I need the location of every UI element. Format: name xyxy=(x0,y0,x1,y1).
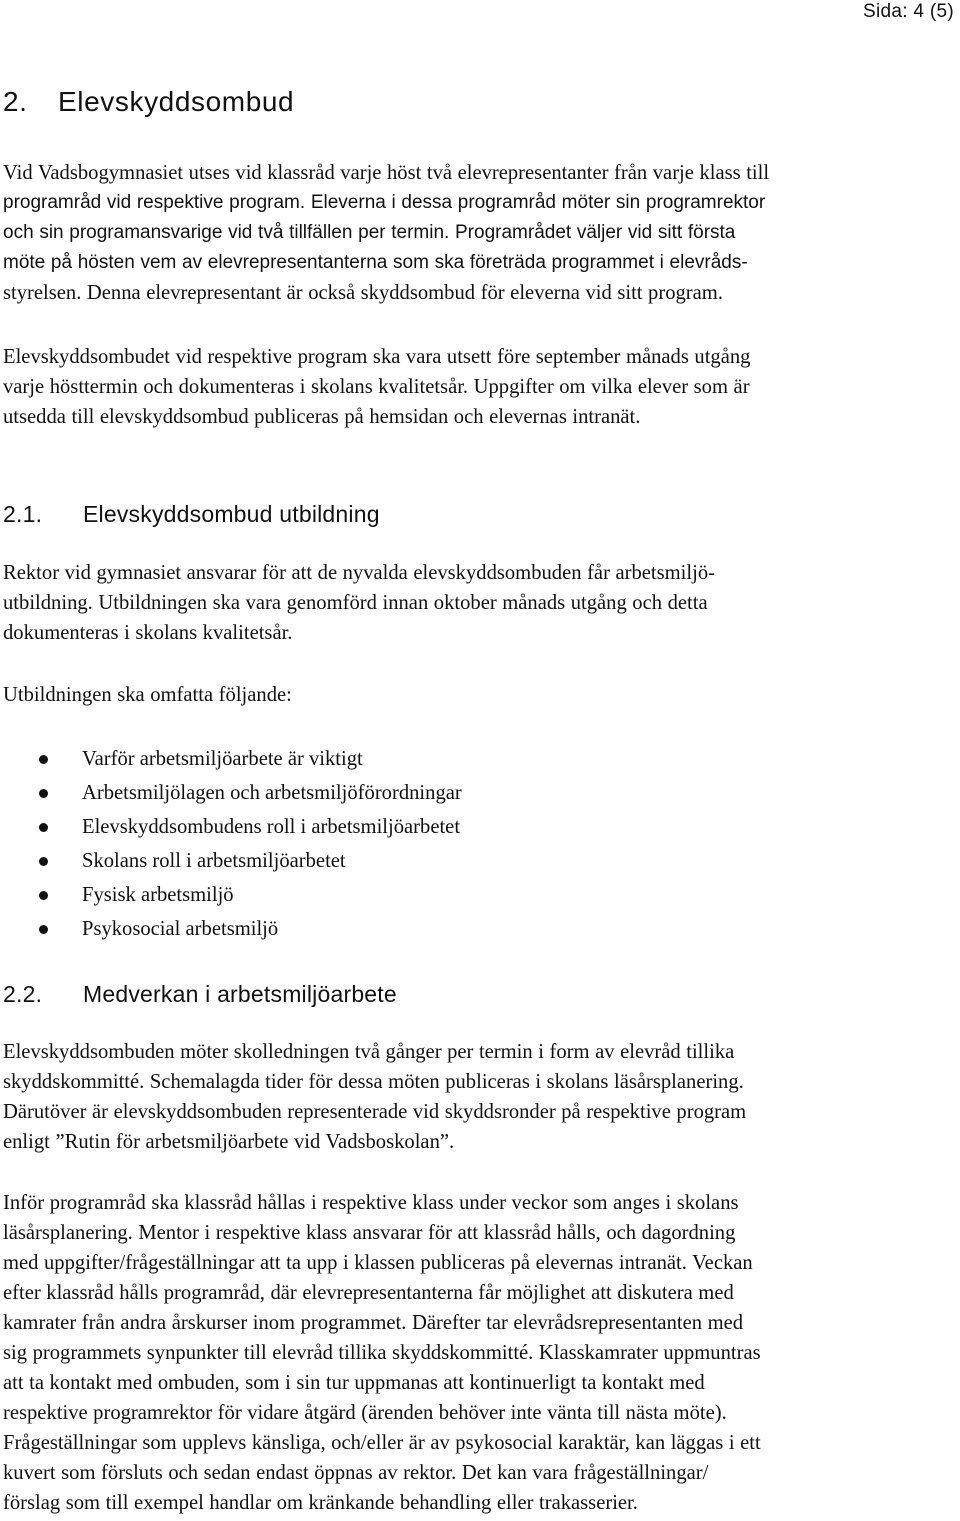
text-line: Elevskyddsombuden möter skolledningen två gånger per termin i form av elevråd tillika xyxy=(3,1041,735,1063)
text-line: kuvert som försluts och sedan endast öppnas av rektor. Det kan vara frågeställningar/ xyxy=(3,1462,709,1484)
list-item xyxy=(0,878,462,912)
bullet-icon xyxy=(39,891,48,900)
text-line: dokumenteras i skolans kvalitetsår. xyxy=(3,622,293,644)
paragraph-meetings xyxy=(3,1037,953,1157)
bullet-icon xyxy=(39,857,48,866)
list-item xyxy=(0,844,462,878)
bullet-icon xyxy=(39,925,48,934)
list-item-text: Psykosocial arbetsmiljö xyxy=(82,918,279,940)
text-line: förslag som till exempel handlar om kränkande behandling eller trakasserier. xyxy=(3,1492,638,1514)
text-line: varje hösttermin och dokumenteras i skolans kvalitetsår. Uppgifter om vilka elever som är xyxy=(3,376,750,398)
section-title: Medverkan i arbetsmiljöarbete xyxy=(83,981,397,1007)
list-item-text: Varför arbetsmiljöarbete är viktigt xyxy=(82,748,363,770)
text-line: styrelsen. Denna elevrepresentant är också skyddsombud för eleverna vid sitt program. xyxy=(3,282,723,304)
text-line: med uppgifter/frågeställningar att ta upp i klassen publiceras på elevernas intranät. Veckan xyxy=(3,1252,753,1274)
list-item-text: Elevskyddsombudens roll i arbetsmiljöarbetet xyxy=(82,816,461,838)
section-heading-2 xyxy=(3,84,294,120)
text-line: skyddskommitté. Schemalagda tider för dessa möten publiceras i skolans läsårsplanering. xyxy=(3,1071,744,1093)
paragraph-training xyxy=(3,558,953,648)
paragraph-process xyxy=(3,1188,953,1518)
section-number: 2.1. xyxy=(3,501,43,527)
text-line: utsedda till elevskyddsombud publiceras på hemsidan och elevernas intranät. xyxy=(3,406,641,428)
text-line: utbildning. Utbildningen ska vara genomförd innan oktober månads utgång och detta xyxy=(3,592,708,614)
list-item-text: Fysisk arbetsmiljö xyxy=(82,884,234,906)
section-title: Elevskyddsombud xyxy=(58,86,295,117)
text-line: efter klassråd hålls programråd, där elevrepresentanterna får möjlighet att diskutera med xyxy=(3,1282,734,1304)
paragraph-intro xyxy=(3,158,953,308)
bullet-icon xyxy=(39,755,48,764)
list-item-text: Skolans roll i arbetsmiljöarbetet xyxy=(82,850,346,872)
paragraph-appointment xyxy=(3,342,953,432)
text-line: programråd vid respektive program. Eleverna i dessa programråd möter sin programrektor xyxy=(3,192,766,213)
text-line: Inför programråd ska klassråd hållas i respektive klass under veckor som anges i skolans xyxy=(3,1192,739,1214)
text-line: Vid Vadsbogymnasiet utses vid klassråd varje höst två elevrepresentanter från varje klass till xyxy=(3,162,770,184)
text-line: sig programmets synpunkter till elevråd tillika skyddskommitté. Klasskamrater uppmuntras xyxy=(3,1342,761,1364)
list-item-text: Arbetsmiljölagen och arbetsmiljöförordningar xyxy=(82,782,462,804)
section-heading-2-2 xyxy=(3,979,397,1009)
section-heading-2-1 xyxy=(3,499,380,529)
text-line: Därutöver är elevskyddsombuden representerade vid skyddsronder på respektive program xyxy=(3,1101,747,1123)
text-line: att ta kontakt med ombuden, som i sin tur uppmanas att kontinuerligt ta kontakt med xyxy=(3,1372,705,1394)
list-item xyxy=(0,776,462,810)
bullet-icon xyxy=(39,789,48,798)
page-number: Sida: 4 (5) xyxy=(863,1,954,22)
paragraph-training-scope xyxy=(3,680,953,710)
text-line: enligt ”Rutin för arbetsmiljöarbete vid Vadsboskolan”. xyxy=(3,1131,455,1153)
text-line: respektive programrektor för vidare åtgärd (ärenden behöver inte vänta till nästa möte). xyxy=(3,1402,727,1424)
text-line: läsårsplanering. Mentor i respektive klass ansvarar för att klassråd hålls, och dagordning xyxy=(3,1222,736,1244)
list-item xyxy=(0,810,462,844)
section-number: 2.2. xyxy=(3,981,43,1007)
text-line: kamrater från andra årskurser inom programmet. Därefter tar elevrådsrepresentanten med xyxy=(3,1312,744,1334)
text-line: Elevskyddsombudet vid respektive program ska vara utsett före september månads utgång xyxy=(3,346,751,368)
section-title: Elevskyddsombud utbildning xyxy=(83,501,380,527)
text-line: Frågeställningar som upplevs känsliga, och/eller är av psykosocial karaktär, kan läggas i ett xyxy=(3,1432,761,1454)
text-line: och sin programansvarige vid två tillfällen per termin. Programrådet väljer vid sitt första xyxy=(3,222,736,243)
list-item xyxy=(0,742,462,776)
text-line: Utbildningen ska omfatta följande: xyxy=(3,684,292,706)
section-number: 2. xyxy=(3,86,28,117)
training-topics-list xyxy=(0,742,462,946)
text-line: möte på hösten vem av elevrepresentanterna som ska företräda programmet i elevråds- xyxy=(3,252,748,273)
text-line: Rektor vid gymnasiet ansvarar för att de nyvalda elevskyddsombuden får arbetsmiljö- xyxy=(3,562,715,584)
bullet-icon xyxy=(39,823,48,832)
list-item xyxy=(0,912,462,946)
